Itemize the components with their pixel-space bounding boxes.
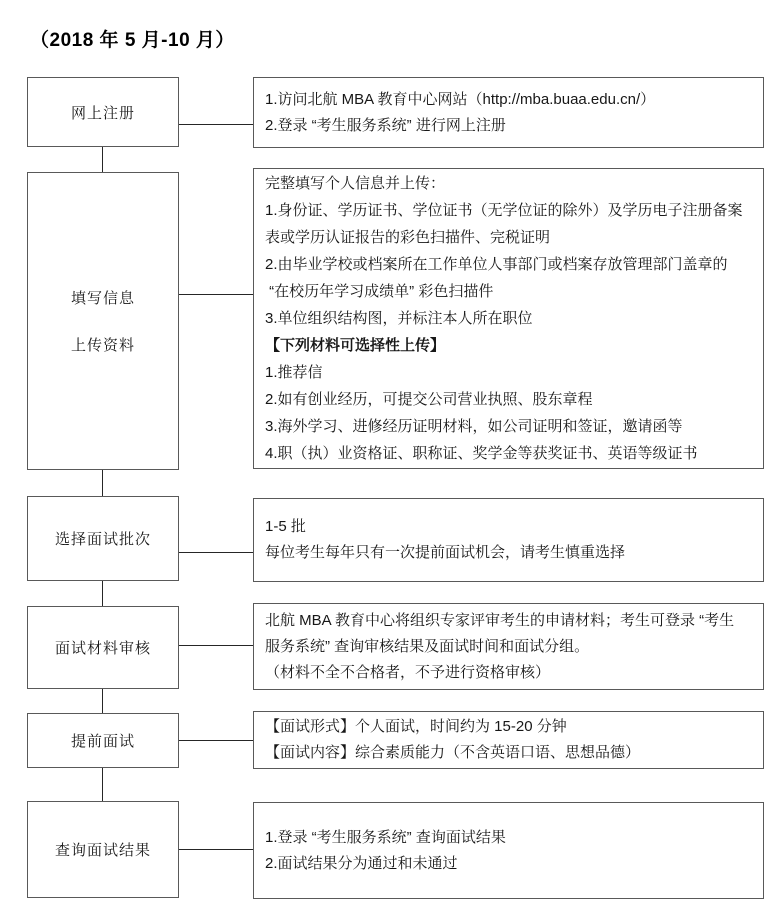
detail-box-query-result: [253, 802, 764, 899]
detail-line: （材料不全不合格者，不予进行资格审核）: [265, 663, 551, 681]
detail-line: 4.职（执）业资格证、职称证、奖学金等获奖证书、英语等级证书: [265, 445, 698, 462]
detail-line: 每位考生每年只有一次提前面试机会，请考生慎重选择: [265, 544, 626, 561]
detail-line: 1-5 批: [265, 518, 306, 535]
connector-vertical-1: [102, 147, 103, 172]
detail-box-material-review: [253, 603, 764, 690]
detail-line: 服务系统” 查询审核结果及面试时间和面试分组。: [265, 637, 590, 655]
detail-line: 2.由毕业学校或档案所在工作单位人事部门或档案存放管理部门盖章的: [265, 256, 728, 273]
detail-line: “在校历年学习成绩单” 彩色扫描件: [265, 283, 494, 300]
connector-horizontal-5: [179, 740, 253, 741]
connector-vertical-3: [102, 581, 103, 606]
detail-box-select-batch: [253, 498, 764, 582]
detail-box-early-interview: [253, 711, 764, 769]
step-label: 填写信息: [70, 290, 135, 307]
step-label: 选择面试批次: [54, 531, 151, 548]
detail-line: 1.登录 “考生服务系统” 查询面试结果: [265, 828, 506, 846]
detail-line: 【面试形式】个人面试，时间约为 15-20 分钟: [265, 718, 567, 735]
connector-horizontal-3: [179, 552, 253, 553]
connector-horizontal-1: [179, 124, 253, 125]
step-label-secondary: 上传资料: [70, 337, 135, 354]
connector-horizontal-6: [179, 849, 253, 850]
detail-line: 3.海外学习、进修经历证明材料，如公司证明和签证，邀请函等: [265, 418, 683, 435]
detail-line: 1.访问北航 MBA 教育中心网站（http://mba.buaa.edu.cn/）: [265, 90, 656, 108]
step-box-fill-info-upload: [27, 172, 179, 470]
step-box-material-review: [27, 606, 179, 689]
page-title: （2018 年 5 月-10 月）: [30, 30, 235, 51]
detail-box-fill-info-upload: [253, 168, 764, 469]
connector-vertical-4: [102, 689, 103, 713]
connector-vertical-5: [102, 768, 103, 801]
detail-line: 3.单位组织结构图，并标注本人所在职位: [265, 310, 533, 327]
step-label: 面试材料审核: [54, 640, 151, 657]
step-label: 网上注册: [70, 104, 135, 122]
detail-box-online-registration: [253, 77, 764, 148]
detail-line: 北航 MBA 教育中心将组织专家评审考生的申请材料；考生可登录 “考生: [265, 611, 735, 629]
detail-line: 2.如有创业经历，可提交公司营业执照、股东章程: [265, 391, 593, 408]
step-box-query-result: [27, 801, 179, 898]
detail-line: 【面试内容】综合素质能力（不含英语口语、思想品德）: [265, 744, 641, 761]
step-box-online-registration: [27, 77, 179, 147]
detail-line-optional-heading: 【下列材料可选择性上传】: [265, 337, 446, 354]
step-box-select-batch: [27, 496, 179, 581]
detail-line: 2.登录 “考生服务系统” 进行网上注册: [265, 116, 506, 134]
step-label: 查询面试结果: [54, 842, 151, 859]
step-label: 提前面试: [70, 733, 135, 750]
detail-line: 1.推荐信: [265, 364, 323, 381]
detail-line: 完整填写个人信息并上传：: [265, 175, 446, 192]
connector-horizontal-2: [179, 294, 253, 295]
connector-vertical-2: [102, 470, 103, 496]
connector-horizontal-4: [179, 645, 253, 646]
detail-line: 1.身份证、学历证书、学位证书（无学位证的除外）及学历电子注册备案: [265, 202, 743, 219]
detail-line: 表或学历认证报告的彩色扫描件、完税证明: [265, 229, 551, 246]
step-box-early-interview: [27, 713, 179, 768]
detail-line: 2.面试结果分为通过和未通过: [265, 854, 458, 872]
